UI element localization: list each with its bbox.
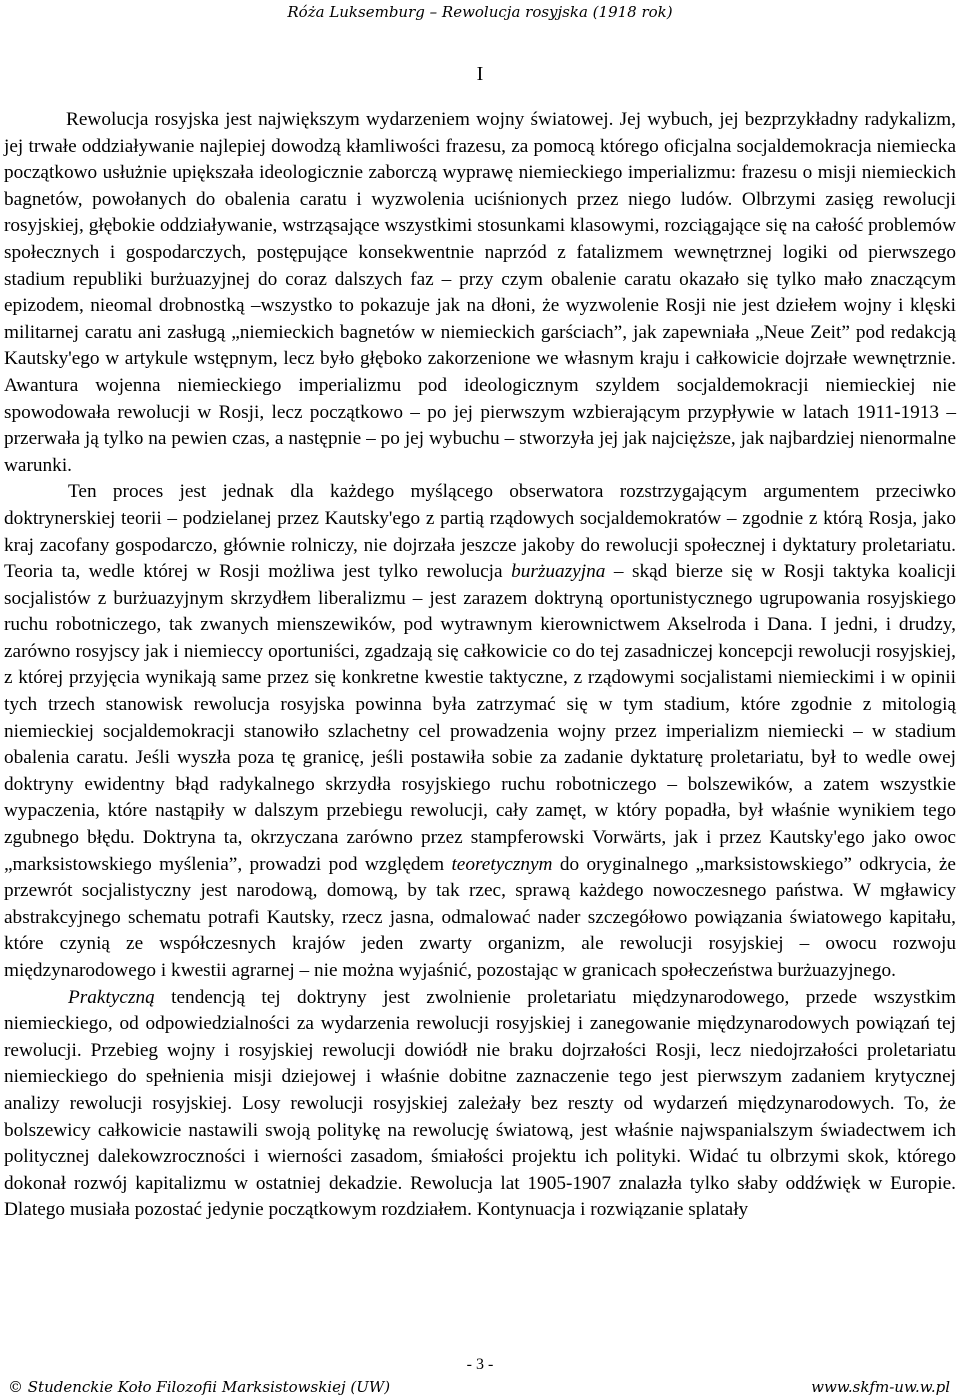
text-run: tendencją tej doktryny jest zwolnienie proletariatu międzynarodowego, przede wszystkim niemieckiego, od odpowiedzialności za wydarzenia rewolucji rosyjskiej i zanegowanie międzynarodowych powiązań tej rewolucji. Przebieg wojny i rosyjskiej rewolucji dowiódł nie braku dojrzałości Rosji, lecz niedojrzałości proletariatu niemieckiego do spełnienia misji dziejowej i właśnie dobitne zaznaczenie tego jest pierwszym zadaniem krytycznej analizy rewolucji rosyjskiej. Losy rewolucji rosyjskiej zależały bez reszty od wydarzeń międzynarodowych. To, że bolszewicy całkowicie nastawili swoją politykę na rewolucję światową, jest właśnie najwspanialszym świadectwem ich politycznej dalekowzroczności i wierności zasadom, śmiałości projektu ich polityki. Widać tu olbrzymi skok, którego dokonał rozwój kapitalizmu w ostatniej dekadzie. Rewolucja lat 1905-1907 znalazła tylko słaby oddźwięk w Europie. Dlatego musiała pozostać jedynie początkowym rozdziałem. Kontynuacja i rozwiązanie splatały bbox=[4, 986, 956, 1221]
text-run: Rewolucja rosyjska jest największym wydarzeniem wojny światowej. Jej wybuch, jej bezprzykładny radykalizm, jej trwałe oddziaływanie najlepiej dowodzą kłamliwości frazesu, za pomocą którego oficjalna socjaldemokracja niemiecka początkowo usłużnie upiększała ideologicznie zaborczą wyprawę niemieckiego imperializmu: frazesu o misji niemieckich bagnetów, powołanych do obalenia caratu i wyzwolenia uciśnionych przez niego ludów. Olbrzymi zasięg rewolucji rosyjskiej, głębokie oddziaływanie, wstrząsające wszystkimi stosunkami klasowymi, rozciągające się na całość problemów społecznych i gospodarczych, postępujące konsekwentnie naprzód z fatalizmem wewnętrznej logiki od pierwszego stadium republiki burżuazyjnej do coraz dalszych faz – przy czym obalenie caratu okazało się tylko mało znaczącym epizodem, nieomal drobnostką –wszystko to pokazuje jak na dłoni, że wyzwolenie Rosji nie jest dziełem wojny i klęski militarnej caratu ani zasługą „niemieckich bagnetów w niemieckich garściach”, jak zapewniała „Neue Zeit” pod redakcją Kautsky'ego w artykule wstępnym, lecz było głęboko zakorzenione we własnym kraju i całkowicie dojrzałe wewnętrznie. Awantura wojenna niemieckiego imperializmu pod ideologicznym szyldem socjaldemokracji niemieckiej nie spowodowała rewolucji w Rosji, lecz początkowo – po jej pierwszym wzbierającym przypływie w latach 1911-1913 – przerwała ją tylko na pewien czas, a następnie – po jej wybuchu – stworzyła jej jak najcięższe, jak najbardziej nienormalne warunki. bbox=[4, 109, 956, 476]
emphasized-text: burżuazyjna bbox=[511, 561, 606, 583]
body-text bbox=[4, 107, 956, 1224]
footer-website[interactable]: www.skfm-uw.w.pl bbox=[811, 1378, 950, 1396]
running-header: Róża Luksemburg – Rewolucja rosyjska (1918 rok) bbox=[287, 3, 673, 21]
footer-copyright: © Studenckie Koło Filozofii Marksistowskiej (UW) bbox=[8, 1378, 391, 1396]
paragraph bbox=[4, 985, 956, 1224]
paragraph bbox=[4, 479, 956, 984]
emphasized-text: Praktyczną bbox=[68, 986, 155, 1008]
paragraph bbox=[4, 107, 956, 479]
chapter-number: I bbox=[476, 63, 484, 85]
text-run: do oryginalnego „marksistowskiego” odkrycia, że przewrót socjalistyczny jest narodową, domową, by tak rzec, sprawą każdego nowoczesnego państwa. W mgławicy abstrakcyjnego schematu potrafi Kautsky, rzecz jasna, odmalować nader szczegółowo powiązania światowego kapitału, które czynią ze współczesnych krajów jeden zwarty organizm, ale rewolucji rosyjskiej – owocu rozwoju międzynarodowego i kwestii agrarnej – nie można wyjaśnić, pozostając w granicach społeczeństwa burżuazyjnego. bbox=[4, 853, 956, 981]
text-run: – skąd bierze się w Rosji taktyka koalicji socjalistów z burżuazyjnym skrzydłem liberalizmu – jest zarazem doktryną oportunistycznego ugrupowania rosyjskiego ruchu robotniczego, tak zwanych mienszewików, pod wytrawnym kierownictwem Akselroda i Dana. I jedni, i drudzy, zarówno rosyjscy jak i niemieccy oportuniści, zgadzają się całkowicie co do tej zasadniczej koncepcji rewolucji rosyjskiej, z której przyjęcia wynikają same przez się konkretne kwestie taktyczne, z rządowymi socjalistami niemieckimi i w opinii tych trzech stanowisk rewolucja rosyjska powinna była zatrzymać się w tym stadium, które zgodnie z mitologią niemieckiej socjaldemokracji stanowiło szlachetny cel prowadzenia wojny przez imperializm niemiecki – w stadium obalenia caratu. Jeśli wyszła poza tę granicę, jeśli postawiła sobie za zadanie dyktaturę proletariatu, był to wedle owej doktryny ewidentny błąd radykalnego skrzydła rosyjskiego ruchu robotniczego – bolszewików, a zatem wszystkie wypaczenia, które nastąpiły w dalszym przebiegu rewolucji, cały zamęt, w który popadła, był właśnie wynikiem tego zgubnego błędu. Doktryna ta, okrzyczana zarówno przez stampferowski Vorwärts, jak i przez Kautsky'ego jako owoc „marksistowskiego myślenia”, prowadzi pod względem bbox=[4, 561, 956, 875]
page-number: - 3 - bbox=[466, 1356, 494, 1373]
emphasized-text: teoretycznym bbox=[451, 853, 553, 875]
text-run: Ten proces jest jednak dla każdego myślącego obserwatora rozstrzygającym argumentem przeciwko doktrynerskiej teorii – podzielanej przez Kautsky'ego z partią rządowych socjaldemokratów – zgodnie z którą Rosja, jako kraj zacofany gospodarczo, głównie rolniczy, nie dojrzała jeszcze jakoby do rewolucji społecznej i dyktatury proletariatu. Teoria ta, wedle której w Rosji możliwa jest tylko rewolucja bbox=[4, 481, 956, 583]
